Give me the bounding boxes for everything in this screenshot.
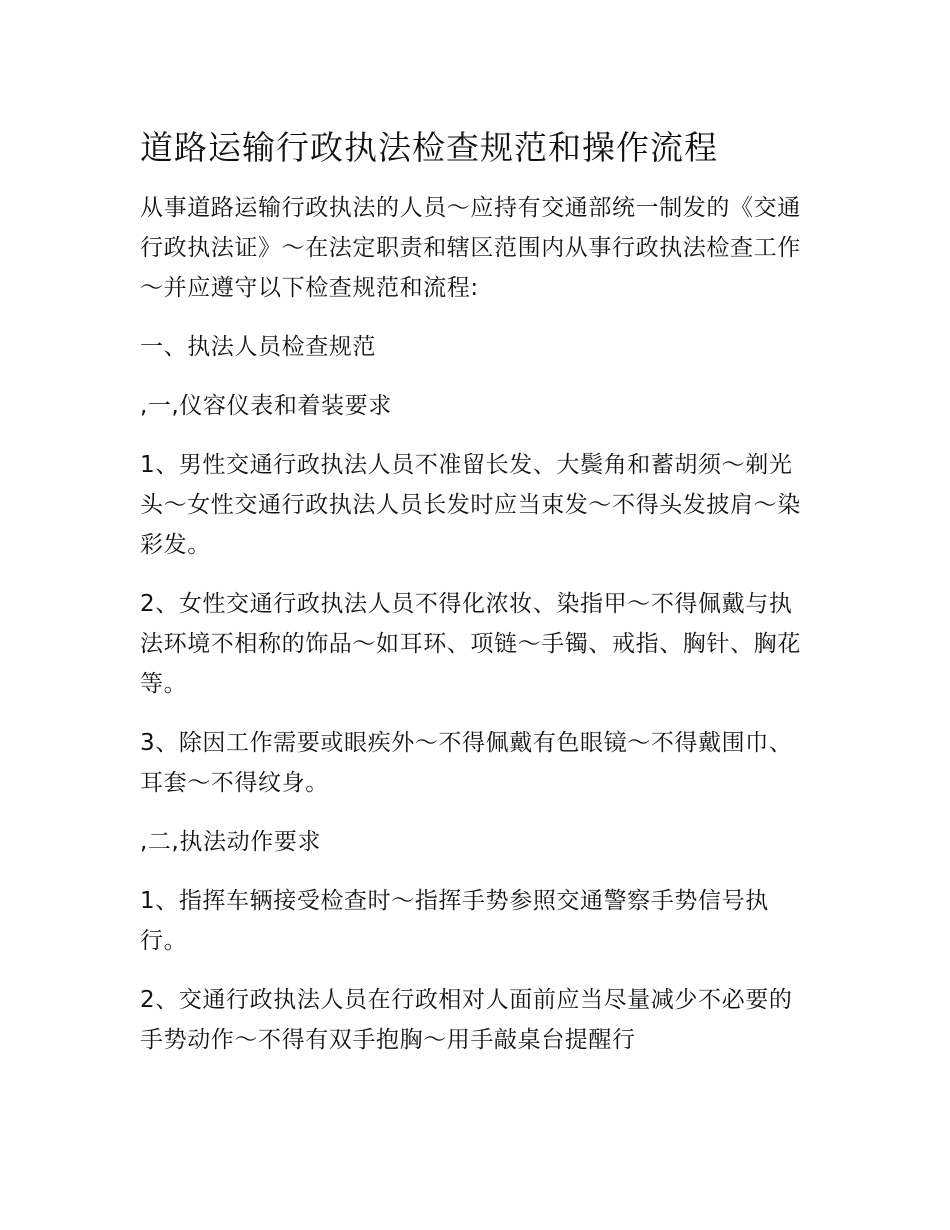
- list-item: 1、指挥车辆接受检查时～指挥手势参照交通警察手势信号执行。: [140, 888, 769, 954]
- document-page: [140, 118, 810, 1079]
- list-item: 2、女性交通行政执法人员不得化浓妆、染指甲～不得佩戴与执法环境不相称的饰品～如耳环、项链～手镯、戒指、胸针、胸花等。: [140, 591, 801, 697]
- document-title: 道路运输行政执法检查规范和操作流程: [140, 128, 718, 167]
- subsection-heading: ,二,执法动作要求: [140, 829, 322, 855]
- subsection-heading: ,一,仪容仪表和着装要求: [140, 393, 392, 419]
- list-item: 2、交通行政执法人员在行政相对人面前应当尽量减少不必要的手势动作～不得有双手抱胸～用手敲桌台提醒行: [140, 987, 793, 1053]
- section-heading: 一、执法人员检查规范: [140, 334, 376, 360]
- list-item: 3、除因工作需要或眼疾外～不得佩戴有色眼镜～不得戴围巾、耳套～不得纹身。: [140, 730, 793, 796]
- intro-paragraph: 从事道路运输行政执法的人员～应持有交通部统一制发的《交通行政执法证》～在法定职责和辖区范围内从事行政执法检查工作～并应遵守以下检查规范和流程:: [140, 195, 801, 301]
- list-item: 1、男性交通行政执法人员不准留长发、大鬓角和蓄胡须～剃光头～女性交通行政执法人员长发时应当束发～不得头发披肩～染彩发。: [140, 452, 801, 558]
